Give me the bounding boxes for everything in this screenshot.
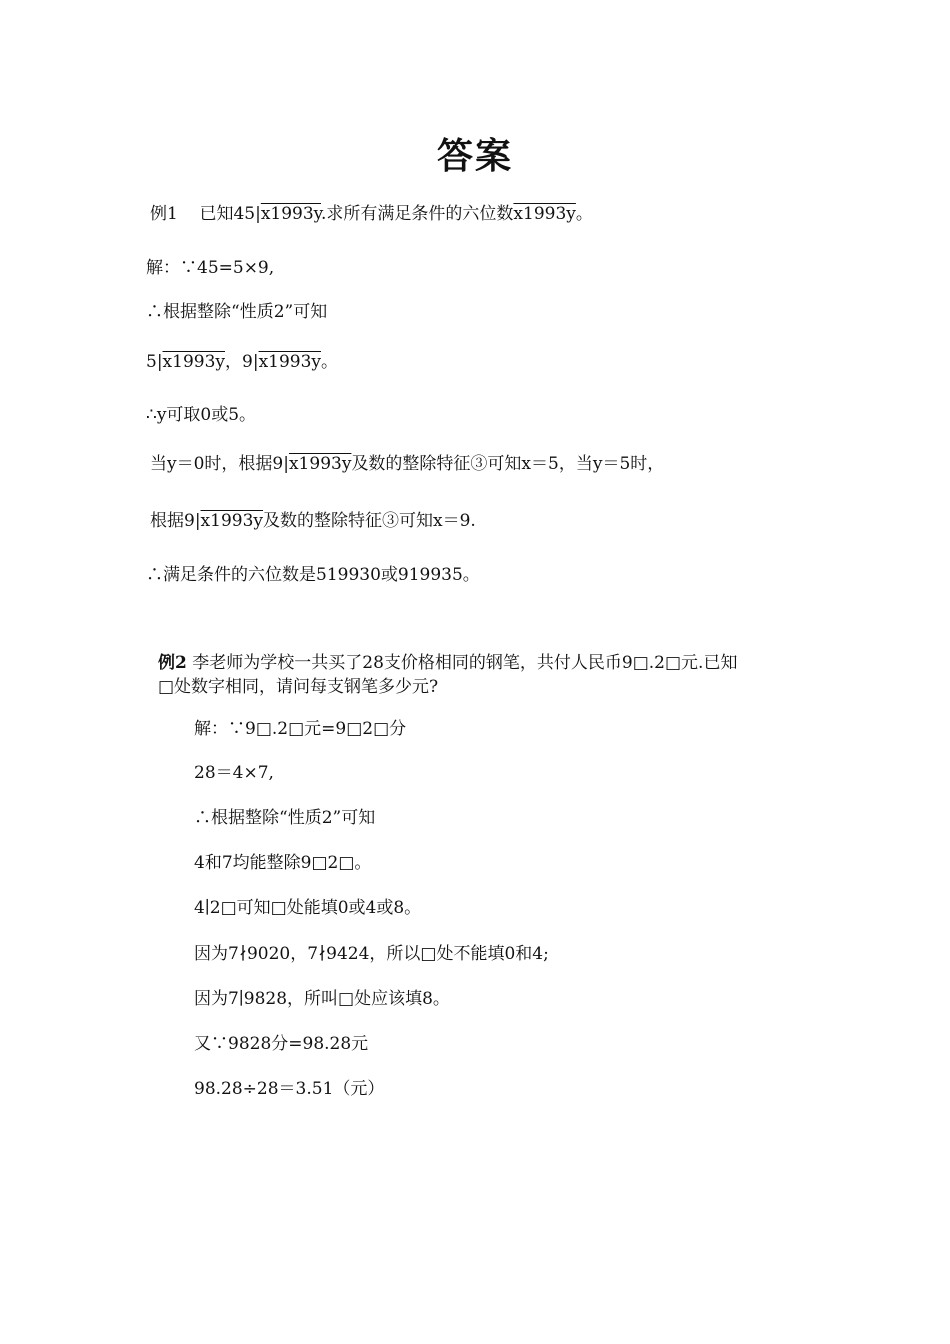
ex2-line-7: 因为7∣9828，所叫□处应该填8。 <box>194 989 450 1009</box>
ex1-line-5-overline: x1993y <box>288 454 352 474</box>
ex2-line-6: 因为7∤9020，7∤9424，所以□处不能填0和4; <box>194 944 549 964</box>
ex2-heading-line-2: □处数字相同，请问每支钢笔多少元? <box>158 677 439 697</box>
ex2-line-4: 4和7均能整除9□2□。 <box>194 853 372 873</box>
ex1-heading-overline-2: x1993y <box>513 204 576 224</box>
ex1-line-3 <box>146 351 338 373</box>
ex1-line-7: ∴满足条件的六位数是519930或919935。 <box>146 565 480 585</box>
ex2-line-8: 又∵9828分=98.28元 <box>194 1034 369 1054</box>
ex1-line-6-overline: x1993y <box>200 511 264 531</box>
ex1-line-5-text-2: 及数的整除特征③可知x＝5，当y＝5时， <box>351 454 665 474</box>
ex2-label: 例2 <box>158 653 187 673</box>
ex1-line-3-text-2: ，9| <box>225 352 259 372</box>
ex2-line-5: 4∣2□可知□处能填0或4或8。 <box>194 898 422 918</box>
ex1-line-5 <box>150 453 664 475</box>
page-title: 答案 <box>436 136 513 177</box>
ex1-line-6 <box>150 510 476 532</box>
ex1-line-5-text-1: 当y＝0时，根据9| <box>150 454 289 474</box>
ex1-line-3-text-1: 5| <box>146 352 163 372</box>
ex2-heading-line-1 <box>158 652 737 674</box>
ex1-heading-text-1: 已知45| <box>199 204 261 224</box>
ex2-line-3: ∴根据整除“性质2”可知 <box>194 808 376 828</box>
ex2-line-9: 98.28÷28＝3.51（元） <box>194 1079 385 1099</box>
ex1-line-4: ∴y可取0或5。 <box>146 405 257 425</box>
ex2-heading-text-1: 李老师为学校一共买了28支价格相同的钢笔，共付人民币9□.2□元.已知 <box>192 653 738 673</box>
ex1-heading-text-3: 。 <box>575 204 593 224</box>
ex1-heading-text-2: .求所有满足条件的六位数 <box>321 204 514 224</box>
ex1-line-1: 解：∵45=5×9, <box>146 258 275 278</box>
ex1-heading <box>150 203 593 225</box>
ex2-line-2: 28＝4×7, <box>194 763 274 783</box>
ex1-line-6-text-2: 及数的整除特征③可知x＝9. <box>263 511 476 531</box>
ex1-line-2: ∴根据整除“性质2”可知 <box>146 302 328 322</box>
ex1-line-3-overline-2: x1993y <box>258 352 322 372</box>
ex1-line-3-text-3: 。 <box>321 352 339 372</box>
ex1-heading-overline-1: x1993y <box>260 204 322 224</box>
ex1-line-6-text-1: 根据9| <box>150 511 201 531</box>
ex2-line-1: 解：∵9□.2□元=9□2□分 <box>194 719 407 739</box>
ex1-label: 例1 <box>150 204 178 224</box>
ex1-line-3-overline-1: x1993y <box>162 352 226 372</box>
